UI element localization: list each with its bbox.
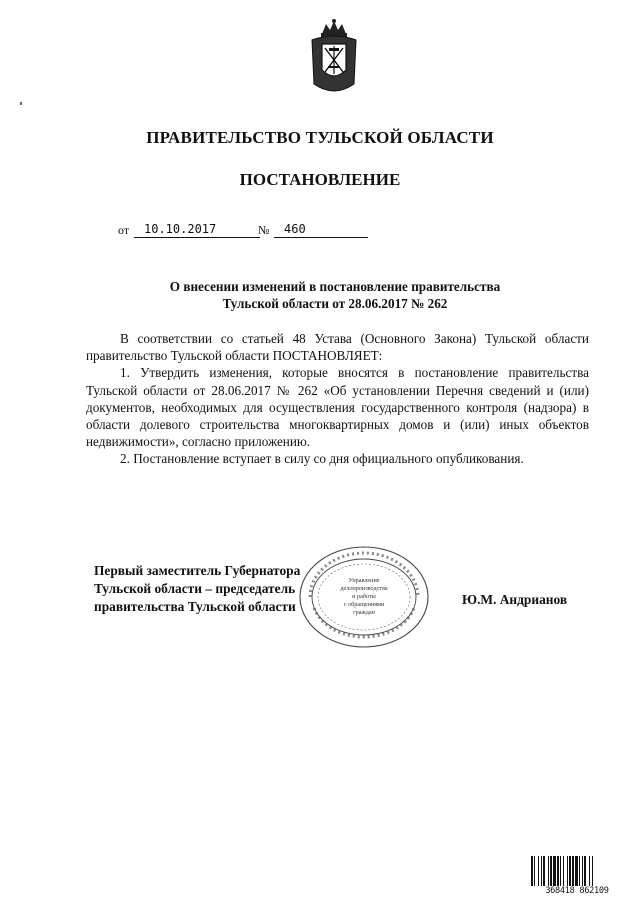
doc-type: ПОСТАНОВЛЕНИЕ xyxy=(239,170,401,189)
org-title: ПРАВИТЕЛЬСТВО ТУЛЬСКОЙ ОБЛАСТИ xyxy=(146,128,494,147)
svg-text:граждан: граждан xyxy=(353,609,375,616)
signatory-position-line: Первый заместитель Губернатора xyxy=(94,563,301,578)
svg-text:Управление: Управление xyxy=(348,577,380,584)
date-value: 10.10.2017 xyxy=(134,221,260,238)
number-value: 460 xyxy=(274,221,368,238)
barcode-number: 368418 862109 xyxy=(528,886,626,896)
subject-line-1: О внесении изменений в постановление правительства xyxy=(169,279,501,294)
document-subject xyxy=(60,278,610,312)
body-paragraph: 1. Утвердить изменения, которые вносятся в постановление правительства Тульской области от 28.06.2017 № 262 «Об установлении Перечня сведений и (или) документов, необходимых для осуществления государственного контроля (надзора) в области долевого строительства многоквартирных домов и (или) иных объектов недвижимости», согласно приложению. xyxy=(86,365,589,450)
svg-text:и работы: и работы xyxy=(352,593,376,600)
signatory-name: Ю.М. Андрианов xyxy=(462,592,568,607)
body-paragraph: В соответствии со статьей 48 Устава (Основного Закона) Тульской области правительство Тульской области ПОСТАНОВЛЯЕТ: xyxy=(86,331,589,364)
scan-speck xyxy=(20,102,22,105)
coat-of-arms-icon xyxy=(308,18,360,96)
signatory-position xyxy=(94,562,300,616)
svg-text:с обращениями: с обращениями xyxy=(343,601,385,608)
body-paragraph: 2. Постановление вступает в силу со дня официального опубликования. xyxy=(120,451,524,467)
official-stamp xyxy=(296,544,432,650)
document-body xyxy=(86,330,589,468)
subject-line-2: Тульской области от 28.06.2017 № 262 xyxy=(222,296,448,311)
signatory-position-line: Тульской области – председатель xyxy=(94,581,296,596)
svg-text:делопроизводства: делопроизводства xyxy=(340,585,388,592)
number-label: № xyxy=(258,223,270,237)
date-label: от xyxy=(118,223,130,237)
date-number-line xyxy=(118,222,378,242)
signatory-position-line: правительства Тульской области xyxy=(94,599,296,614)
